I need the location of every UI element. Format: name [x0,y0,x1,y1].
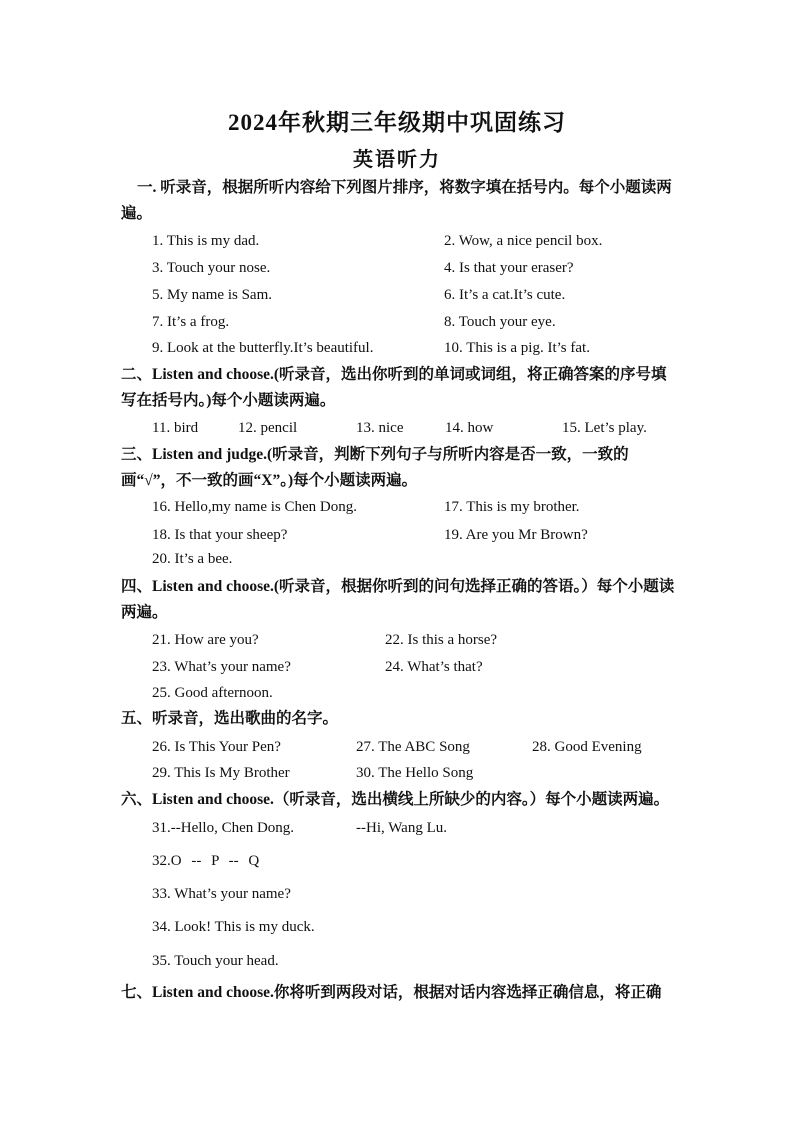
list-item: 35. Touch your head. [152,953,279,969]
page-subtitle: 英语听力 [353,149,441,171]
list-item: 31.--Hello, Chen Dong. [152,820,295,836]
section-4-heading: 四、Listen and choose.(听录音，根据你听到的问句选择正确的答语。）每个小题读两遍。 [121,578,675,621]
list-item: 24. What’s that? [385,659,483,675]
list-item: 10. This is a pig. It’s fat. [444,340,590,356]
list-item: 12. pencil [238,420,298,436]
list-item: 28. Good Evening [532,739,642,755]
list-item: 15. Let’s play. [562,420,647,436]
section-6-heading: 六、Listen and choose.（听录音，选出横线上所缺少的内容。）每个小题读两遍。 [121,791,670,808]
list-item: 34. Look! This is my duck. [152,919,315,935]
list-item: 16. Hello,my name is Chen Dong. [152,499,357,515]
list-item: 30. The Hello Song [356,765,474,781]
list-item: 13. nice [356,420,404,436]
list-item: 14. how [445,420,494,436]
list-item: 21. How are you? [152,632,259,648]
list-item: --Hi, Wang Lu. [356,820,447,836]
section-2-heading: 二、Listen and choose.(听录音，选出你听到的单词或词组，将正确答案的序号填写在括号内。)每个小题读两遍。 [121,366,667,409]
list-item: 3. Touch your nose. [152,260,271,276]
list-item: 4. Is that your eraser? [444,260,574,276]
list-item: 33. What’s your name? [152,886,291,902]
list-item: 2. Wow, a nice pencil box. [444,233,603,249]
list-item: 26. Is This Your Pen? [152,739,281,755]
list-item: 25. Good afternoon. [152,685,273,701]
list-item: 5. My name is Sam. [152,287,272,303]
list-item: 29. This Is My Brother [152,765,290,781]
section-1-heading: 一. 听录音，根据所听内容给下列图片排序，将数字填在括号内。每个小题读两遍。 [121,179,672,222]
list-item: 18. Is that your sheep? [152,527,288,543]
list-item: 27. The ABC Song [356,739,470,755]
section-5-heading: 五、听录音，选出歌曲的名字。 [121,710,339,727]
list-item: 11. bird [152,420,199,436]
list-item: 6. It’s a cat.It’s cute. [444,287,566,303]
list-item: 23. What’s your name? [152,659,291,675]
list-item: 7. It’s a frog. [152,314,230,330]
list-item: 22. Is this a horse? [385,632,498,648]
list-item: 9. Look at the butterfly.It’s beautiful. [152,340,374,356]
page-title: 2024年秋期三年级期中巩固练习 [228,110,566,135]
list-item: 17. This is my brother. [444,499,580,515]
list-item: 8. Touch your eye. [444,314,556,330]
section-3-heading: 三、Listen and judge.(听录音，判断下列句子与所听内容是否一致，一致的画“√”，不一致的画“X”。)每个小题读两遍。 [121,446,629,489]
list-item: 19. Are you Mr Brown? [444,527,588,543]
list-item: 1. This is my dad. [152,233,260,249]
list-item: 32.O -- P -- Q [152,853,260,869]
list-item: 20. It’s a bee. [152,551,233,567]
section-7-heading: 七、Listen and choose.你将听到两段对话，根据对话内容选择正确信息，将正确 [121,984,662,1001]
